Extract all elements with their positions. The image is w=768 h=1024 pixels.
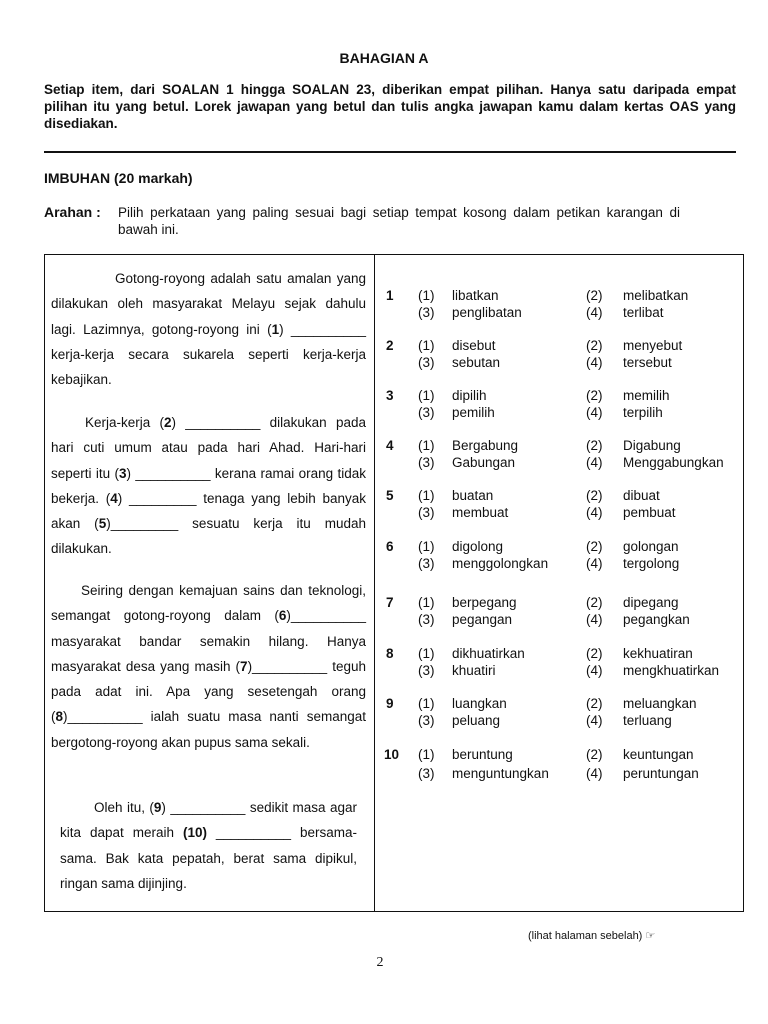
option-text: Menggabungkan (623, 455, 724, 470)
passage-text: Oleh itu, ( (94, 800, 154, 815)
option-number: (2) (586, 696, 603, 711)
option-text: penglibatan (452, 305, 522, 320)
option-number: (2) (586, 288, 603, 303)
blank-number: 1 (271, 321, 280, 337)
option-number: (4) (586, 663, 603, 678)
option-number: (2) (586, 539, 603, 554)
option-number: (4) (586, 612, 603, 627)
option-number: (2) (586, 646, 603, 661)
question-number: 4 (386, 438, 394, 453)
question-3 (386, 387, 746, 427)
section-heading: BAHAGIAN A (339, 50, 429, 66)
option-text: berpegang (452, 595, 517, 610)
question-number: 6 (386, 539, 394, 554)
question-number: 1 (386, 288, 394, 303)
question-7 (386, 594, 746, 634)
option-number: (3) (418, 405, 435, 420)
option-number: (2) (586, 438, 603, 453)
option-number: (3) (418, 305, 435, 320)
blank-number: 8 (55, 709, 64, 725)
option-text: pegangan (452, 612, 513, 627)
option-text: melibatkan (623, 288, 689, 303)
question-1 (386, 287, 746, 327)
option-number: (4) (586, 455, 603, 470)
option-text: terpilih (623, 405, 663, 420)
option-number: (1) (418, 595, 435, 610)
page-number: 2 (376, 955, 384, 970)
option-number: (4) (586, 713, 603, 728)
blank-number: 2 (164, 415, 172, 430)
option-text: digolong (452, 539, 504, 554)
option-text: beruntung (452, 747, 513, 762)
passage-text: ) __________ kerana ramai orang tidak bekerja. ( (51, 465, 366, 506)
option-number: (1) (418, 747, 435, 762)
blank-number: 9 (153, 800, 162, 815)
option-number: (3) (418, 612, 435, 627)
option-text: Bergabung (452, 438, 519, 453)
question-number: 3 (386, 388, 394, 403)
question-number: 5 (386, 488, 394, 503)
option-text: keuntungan (623, 747, 694, 762)
passage-text: ) _________ tenaga yang lebih banyak akan ( (51, 490, 366, 532)
option-text: membuat (452, 505, 509, 520)
option-number: (1) (418, 696, 435, 711)
option-text: terluang (623, 713, 672, 728)
column-divider (374, 254, 375, 912)
option-number: (2) (586, 747, 603, 762)
option-number: (2) (586, 338, 603, 353)
option-number: (2) (586, 488, 603, 503)
passage-text: Seiring dengan kemajuan sains dan teknologi, semangat gotong-royong dalam ( (51, 583, 366, 624)
arahan-label: Arahan : (44, 204, 101, 220)
option-text: meluangkan (623, 696, 697, 711)
option-text: pegangkan (623, 612, 690, 627)
option-text: khuatiri (452, 663, 496, 678)
option-number: (1) (418, 539, 435, 554)
option-number: (2) (586, 388, 603, 403)
option-number: (3) (418, 505, 435, 520)
option-number: (3) (418, 355, 435, 370)
blank-number: 7 (240, 658, 248, 674)
question-10 (386, 746, 746, 786)
arahan-text: Pilih perkataan yang paling sesuai bagi setiap tempat kosong dalam petikan karangan di bawah ini. (118, 205, 680, 237)
question-4 (386, 437, 746, 477)
option-text: menguntungkan (452, 766, 549, 781)
passage-text: ) __________ sedikit masa agar kita dapat meraih (60, 800, 357, 841)
blank-number: 3 (119, 465, 127, 481)
option-text: Digabung (623, 438, 681, 453)
option-text: dibuat (623, 488, 660, 503)
blank-number: 6 (278, 608, 287, 624)
question-2 (386, 337, 746, 377)
footer-note-text: (lihat halaman sebelah) (528, 930, 643, 942)
passage-text: )__________ masyarakat bandar semakin hilang. Hanya masyarakat desa yang masih ( (51, 608, 366, 674)
option-number: (3) (418, 663, 435, 678)
option-number: (1) (418, 488, 435, 503)
option-number: (3) (418, 766, 435, 781)
passage-paragraph-3 (51, 578, 366, 755)
option-number: (4) (586, 305, 603, 320)
option-number: (1) (418, 438, 435, 453)
question-8 (386, 645, 746, 685)
option-number: (4) (586, 766, 603, 781)
question-number: 10 (384, 747, 400, 762)
option-number: (1) (418, 388, 435, 403)
option-text: pembuat (623, 505, 676, 520)
question-number: 8 (386, 646, 394, 661)
passage-paragraph-2 (51, 410, 366, 562)
blank-number: 4 (110, 490, 118, 506)
subsection-title: IMBUHAN (20 markah) (44, 170, 193, 186)
option-text: memilih (623, 388, 670, 403)
passage-text: )_________ sesuatu kerja itu mudah dilakukan. (51, 516, 366, 557)
question-number: 9 (386, 696, 394, 711)
option-text: mengkhuatirkan (623, 663, 720, 678)
question-number: 7 (386, 595, 394, 610)
hand-pointer-icon: ☞ (645, 930, 656, 942)
option-text: libatkan (452, 288, 499, 303)
question-9 (386, 695, 746, 735)
option-number: (4) (586, 556, 603, 571)
passage-text: )__________ ialah suatu masa nanti semangat bergotong-royong akan pupus sama sekali. (51, 709, 366, 750)
question-6 (386, 538, 746, 578)
question-5 (386, 487, 746, 527)
option-number: (4) (586, 405, 603, 420)
passage-text: Gotong-royong adalah satu amalan yang dilakukan oleh masyarakat Melayu sejak dahulu lagi. Lazimnya, gotong-royong ini ( (51, 271, 366, 337)
option-number: (3) (418, 455, 435, 470)
option-number: (4) (586, 355, 603, 370)
passage-paragraph-4 (60, 795, 357, 896)
passage-text: )__________ teguh pada adat ini. Apa yang sesetengah orang ( (51, 658, 366, 725)
option-text: terlibat (623, 305, 664, 320)
passage-text: __________ bersama-sama. Bak kata pepatah, berat sama dipikul, ringan sama dijinjing. (60, 825, 357, 891)
question-number: 2 (386, 338, 394, 353)
passage-text: ) __________ kerja-kerja secara sukarela seperti kerja-kerja kebajikan. (51, 321, 366, 388)
option-number: (2) (586, 595, 603, 610)
blank-number: (10) (182, 825, 207, 841)
option-text: tergolong (623, 556, 680, 571)
option-number: (3) (418, 556, 435, 571)
blank-number: 5 (98, 516, 107, 532)
option-text: tersebut (623, 355, 672, 370)
option-text: kekhuatiran (623, 646, 693, 661)
passage-text: Kerja-kerja ( (85, 415, 165, 430)
option-text: peluang (452, 713, 501, 728)
option-text: menggolongkan (452, 556, 549, 571)
passage-text: ) __________ dilakukan pada hari cuti umum atau pada hari Ahad. Hari-hari seperti itu ( (51, 415, 366, 481)
passage-paragraph-1 (51, 266, 366, 392)
option-number: (1) (418, 288, 435, 303)
horizontal-rule (44, 151, 736, 153)
option-number: (4) (586, 505, 603, 520)
option-text: menyebut (623, 338, 683, 353)
option-text: golongan (623, 539, 679, 554)
option-text: Gabungan (452, 455, 516, 470)
option-text: dikhuatirkan (452, 646, 525, 661)
option-number: (1) (418, 646, 435, 661)
general-instructions: Setiap item, dari SOALAN 1 hingga SOALAN 23, diberikan empat pilihan. Hanya satu daripada empat pilihan itu yang betul. Lorek jawapan yang betul dan tulis angka jawapan kamu dalam kertas OAS yang disediakan. (44, 82, 736, 131)
option-number: (3) (418, 713, 435, 728)
option-text: disebut (452, 338, 496, 353)
option-number: (1) (418, 338, 435, 353)
option-text: dipilih (452, 388, 487, 403)
option-text: dipegang (623, 595, 679, 610)
option-text: buatan (452, 488, 494, 503)
option-text: luangkan (452, 696, 507, 711)
option-text: pemilih (452, 405, 495, 420)
footer-note (528, 929, 655, 942)
option-text: peruntungan (623, 766, 699, 781)
option-text: sebutan (452, 355, 501, 370)
